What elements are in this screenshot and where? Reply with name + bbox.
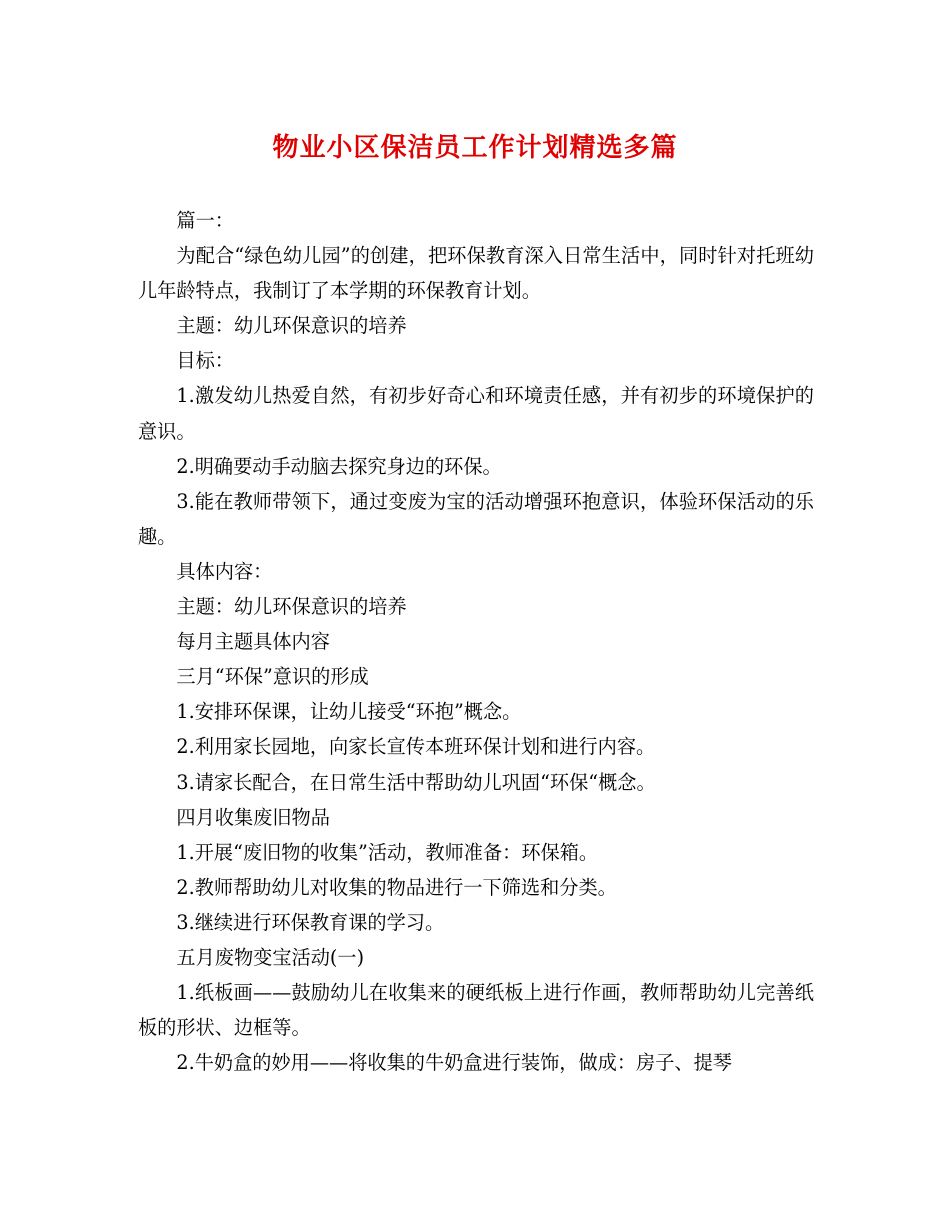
paragraph: 3.继续进行环保教育课的学习。 [176, 910, 445, 934]
paragraph: 篇一： [176, 209, 234, 232]
paragraph: 为配合“绿色幼儿园”的创建，把环保教育深入日常生活中，同时针对托班幼儿年龄特点，我制订了本学期的环保教育计划。 [138, 244, 814, 303]
paragraph: 五月废物变宝活动(一) [176, 945, 365, 969]
paragraph: 具体内容： [176, 559, 273, 583]
paragraph: 3.能在教师带领下，通过变废为宝的活动增强环抱意识，体验环保活动的乐趣。 [138, 489, 814, 548]
paragraph: 1.纸板画——鼓励幼儿在收集来的硬纸板上进行作画，教师帮助幼儿完善纸板的形状、边框等。 [138, 981, 814, 1040]
paragraph: 1.激发幼儿热爱自然，有初步好奇心和环境责任感，并有初步的环境保护的意识。 [138, 384, 814, 443]
paragraph: 2.教师帮助幼儿对收集的物品进行一下筛选和分类。 [176, 875, 617, 899]
paragraph: 四月收集废旧物品 [176, 805, 330, 829]
paragraph: 每月主题具体内容 [176, 630, 330, 654]
paragraph: 2.牛奶盒的妙用——将收集的牛奶盒进行装饰，做成：房子、提琴 [176, 1051, 732, 1075]
paragraph: 目标： [176, 349, 234, 373]
document-title: 物业小区保洁员工作计划精选多篇 [272, 133, 678, 163]
paragraph: 3.请家长配合，在日常生活中帮助幼儿巩固“环保“概念。 [176, 770, 656, 794]
paragraph: 2.利用家长园地，向家长宣传本班环保计划和进行内容。 [176, 735, 656, 759]
document-body [138, 203, 814, 1080]
paragraph: 2.明确要动手动脑去探究身边的环保。 [176, 454, 502, 478]
paragraph: 主题：幼儿环保意识的培养 [176, 314, 407, 338]
paragraph: 三月“环保”意识的形成 [176, 665, 369, 689]
paragraph: 1.开展“废旧物的收集”活动，教师准备：环保箱。 [176, 840, 599, 864]
paragraph: 主题：幼儿环保意识的培养 [176, 595, 407, 619]
paragraph: 1.安排环保课，让幼儿接受“环抱”概念。 [176, 700, 522, 724]
